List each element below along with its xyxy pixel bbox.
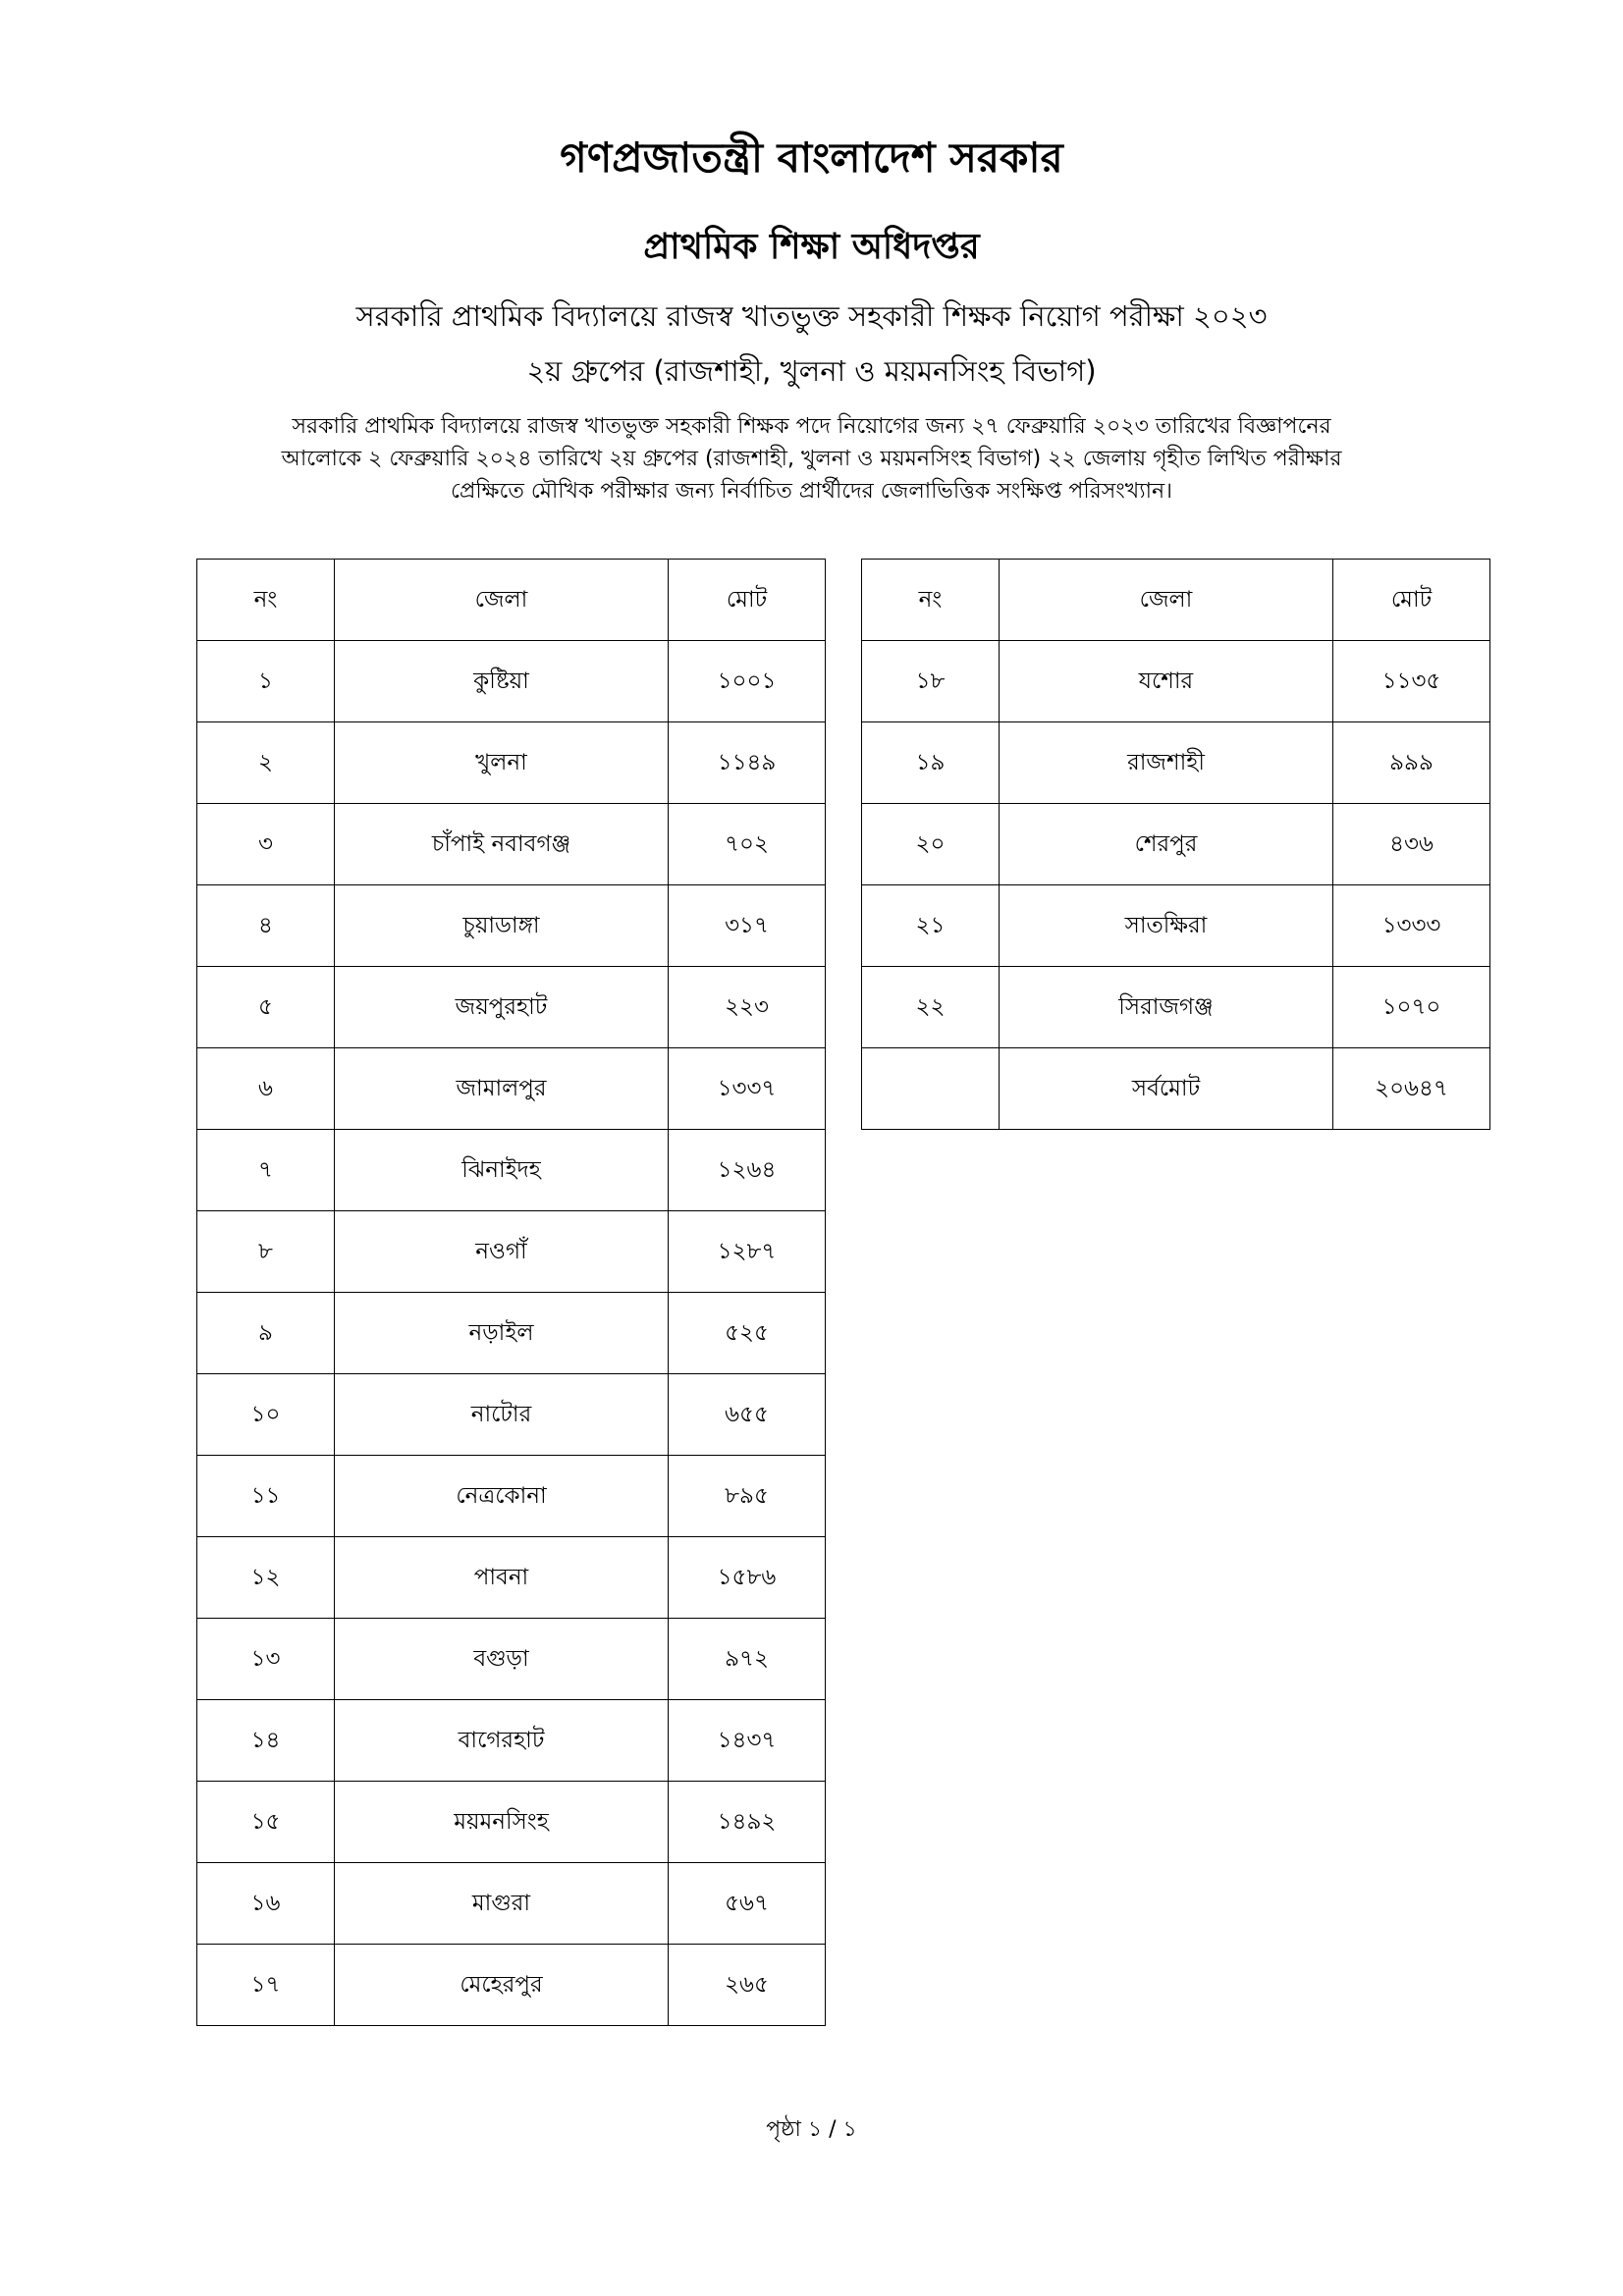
district-name: যশোর: [1000, 641, 1333, 722]
intro-line: আলোকে ২ ফেব্রুয়ারি ২০২৪ তারিখে ২য় গ্রুপের (রাজশাহী, খুলনা ও ময়মনসিংহ বিভাগ) ২২ জেলায় গৃহীত লিখিত পরীক্ষার: [281, 447, 1342, 471]
header-district: জেলা: [335, 560, 669, 641]
row-number: ৯: [197, 1293, 335, 1374]
header-no: নং: [197, 560, 335, 641]
table-row: [862, 804, 1490, 885]
row-number: ৫: [197, 967, 335, 1048]
district-total: ২০৬৪৭: [1333, 1048, 1490, 1130]
table-row: [197, 1700, 826, 1782]
district-total: ১৪৯২: [669, 1782, 826, 1863]
row-number: ১৫: [197, 1782, 335, 1863]
row-number: ২১: [862, 885, 1000, 967]
district-total: ৬৫৫: [669, 1374, 826, 1456]
intro-line: সরকারি প্রাথমিক বিদ্যালয়ে রাজস্ব খাতভুক্ত সহকারী শিক্ষক পদে নিয়োগের জন্য ২৭ ফেব্রুয়ারি ২০২৩ তারিখের বিজ্ঞাপনের: [292, 414, 1331, 439]
district-name: মাগুরা: [335, 1863, 669, 1945]
row-number: ১৭: [197, 1945, 335, 2026]
district-total: ৯৯৯: [1333, 722, 1490, 804]
district-total: ২৬৫: [669, 1945, 826, 2026]
district-total: ১২৬৪: [669, 1130, 826, 1211]
table-row: [862, 1048, 1490, 1130]
district-name: নাটোর: [335, 1374, 669, 1456]
district-table-right: [861, 559, 1490, 1130]
district-total: ১১৩৫: [1333, 641, 1490, 722]
table-header-row: [197, 560, 826, 641]
group-subtitle: ২য় গ্রুপের (রাজশাহী, খুলনা ও ময়মনসিংহ বিভাগ): [526, 354, 1097, 388]
district-name: নেত্রকোনা: [335, 1456, 669, 1537]
table-row: [197, 722, 826, 804]
government-title: গণপ্রজাতন্ত্রী বাংলাদেশ সরকার: [560, 133, 1063, 182]
row-number: ১১: [197, 1456, 335, 1537]
intro-paragraph: [196, 410, 1427, 507]
district-total: ৫২৫: [669, 1293, 826, 1374]
row-number: ১৩: [197, 1619, 335, 1700]
header-total: মোট: [669, 560, 826, 641]
table-row: [197, 1782, 826, 1863]
row-number: ১৬: [197, 1863, 335, 1945]
row-number: ১৯: [862, 722, 1000, 804]
district-name: চাঁপাই নবাবগঞ্জ: [335, 804, 669, 885]
row-number: ৮: [197, 1211, 335, 1293]
table-row: [197, 1048, 826, 1130]
row-number: [862, 1048, 1000, 1130]
row-number: ৭: [197, 1130, 335, 1211]
row-number: ২০: [862, 804, 1000, 885]
district-name: বাগেরহাট: [335, 1700, 669, 1782]
row-number: ১৮: [862, 641, 1000, 722]
table-row: [197, 641, 826, 722]
district-total: ৩১৭: [669, 885, 826, 967]
row-number: ১৪: [197, 1700, 335, 1782]
table-row: [862, 641, 1490, 722]
district-name: পাবনা: [335, 1537, 669, 1619]
district-name: কুষ্টিয়া: [335, 641, 669, 722]
district-name: বগুড়া: [335, 1619, 669, 1700]
district-name: শেরপুর: [1000, 804, 1333, 885]
district-name: ময়মনসিংহ: [335, 1782, 669, 1863]
district-total: ৮৯৫: [669, 1456, 826, 1537]
district-name: জামালপুর: [335, 1048, 669, 1130]
district-name: চুয়াডাঙ্গা: [335, 885, 669, 967]
row-number: ৪: [197, 885, 335, 967]
table-row: [197, 1945, 826, 2026]
district-name: সাতক্ষিরা: [1000, 885, 1333, 967]
table-row: [862, 967, 1490, 1048]
row-number: ২: [197, 722, 335, 804]
district-total: ২২৩: [669, 967, 826, 1048]
district-name: সিরাজগঞ্জ: [1000, 967, 1333, 1048]
district-total: ১১৪৯: [669, 722, 826, 804]
district-name: মেহেরপুর: [335, 1945, 669, 2026]
exam-title: সরকারি প্রাথমিক বিদ্যালয়ে রাজস্ব খাতভুক্ত সহকারী শিক্ষক নিয়োগ পরীক্ষা ২০২৩: [355, 299, 1268, 333]
table-header-row: [862, 560, 1490, 641]
table-row: [197, 967, 826, 1048]
district-total: ১০৭০: [1333, 967, 1490, 1048]
row-number: ৬: [197, 1048, 335, 1130]
intro-line: প্রেক্ষিতে মৌখিক পরীক্ষার জন্য নির্বাচিত প্রার্থীদের জেলাভিত্তিক সংক্ষিপ্ত পরিসংখ্যান।: [451, 479, 1172, 504]
table-row: [197, 804, 826, 885]
district-total: ৭০২: [669, 804, 826, 885]
header-district: জেলা: [1000, 560, 1333, 641]
table-row: [197, 1211, 826, 1293]
table-row: [197, 1130, 826, 1211]
row-number: ১: [197, 641, 335, 722]
district-total: ১০০১: [669, 641, 826, 722]
district-total: ১৩৩৭: [669, 1048, 826, 1130]
table-row: [197, 1537, 826, 1619]
district-total: ৫৬৭: [669, 1863, 826, 1945]
table-row: [197, 885, 826, 967]
row-number: ১২: [197, 1537, 335, 1619]
district-name: খুলনা: [335, 722, 669, 804]
district-name: রাজশাহী: [1000, 722, 1333, 804]
header-total: মোট: [1333, 560, 1490, 641]
district-table-left: [196, 559, 826, 2026]
table-row: [197, 1863, 826, 1945]
table-row: [197, 1456, 826, 1537]
district-total: ১৫৮৬: [669, 1537, 826, 1619]
table-row: [197, 1619, 826, 1700]
district-name: নওগাঁ: [335, 1211, 669, 1293]
district-total: ৪৩৬: [1333, 804, 1490, 885]
district-name: নড়াইল: [335, 1293, 669, 1374]
row-number: ৩: [197, 804, 335, 885]
district-name: সর্বমোট: [1000, 1048, 1333, 1130]
district-total: ৯৭২: [669, 1619, 826, 1700]
district-total: ১৩৩৩: [1333, 885, 1490, 967]
table-row: [197, 1293, 826, 1374]
district-name: ঝিনাইদহ: [335, 1130, 669, 1211]
page-number: পৃষ্ঠা ১ / ১: [766, 2117, 857, 2142]
department-title: প্রাথমিক শিক্ষা অধিদপ্তর: [643, 227, 980, 267]
table-row: [862, 885, 1490, 967]
district-total: ১৪৩৭: [669, 1700, 826, 1782]
district-total: ১২৮৭: [669, 1211, 826, 1293]
header-no: নং: [862, 560, 1000, 641]
table-row: [862, 722, 1490, 804]
table-row: [197, 1374, 826, 1456]
row-number: ১০: [197, 1374, 335, 1456]
row-number: ২২: [862, 967, 1000, 1048]
district-name: জয়পুরহাট: [335, 967, 669, 1048]
